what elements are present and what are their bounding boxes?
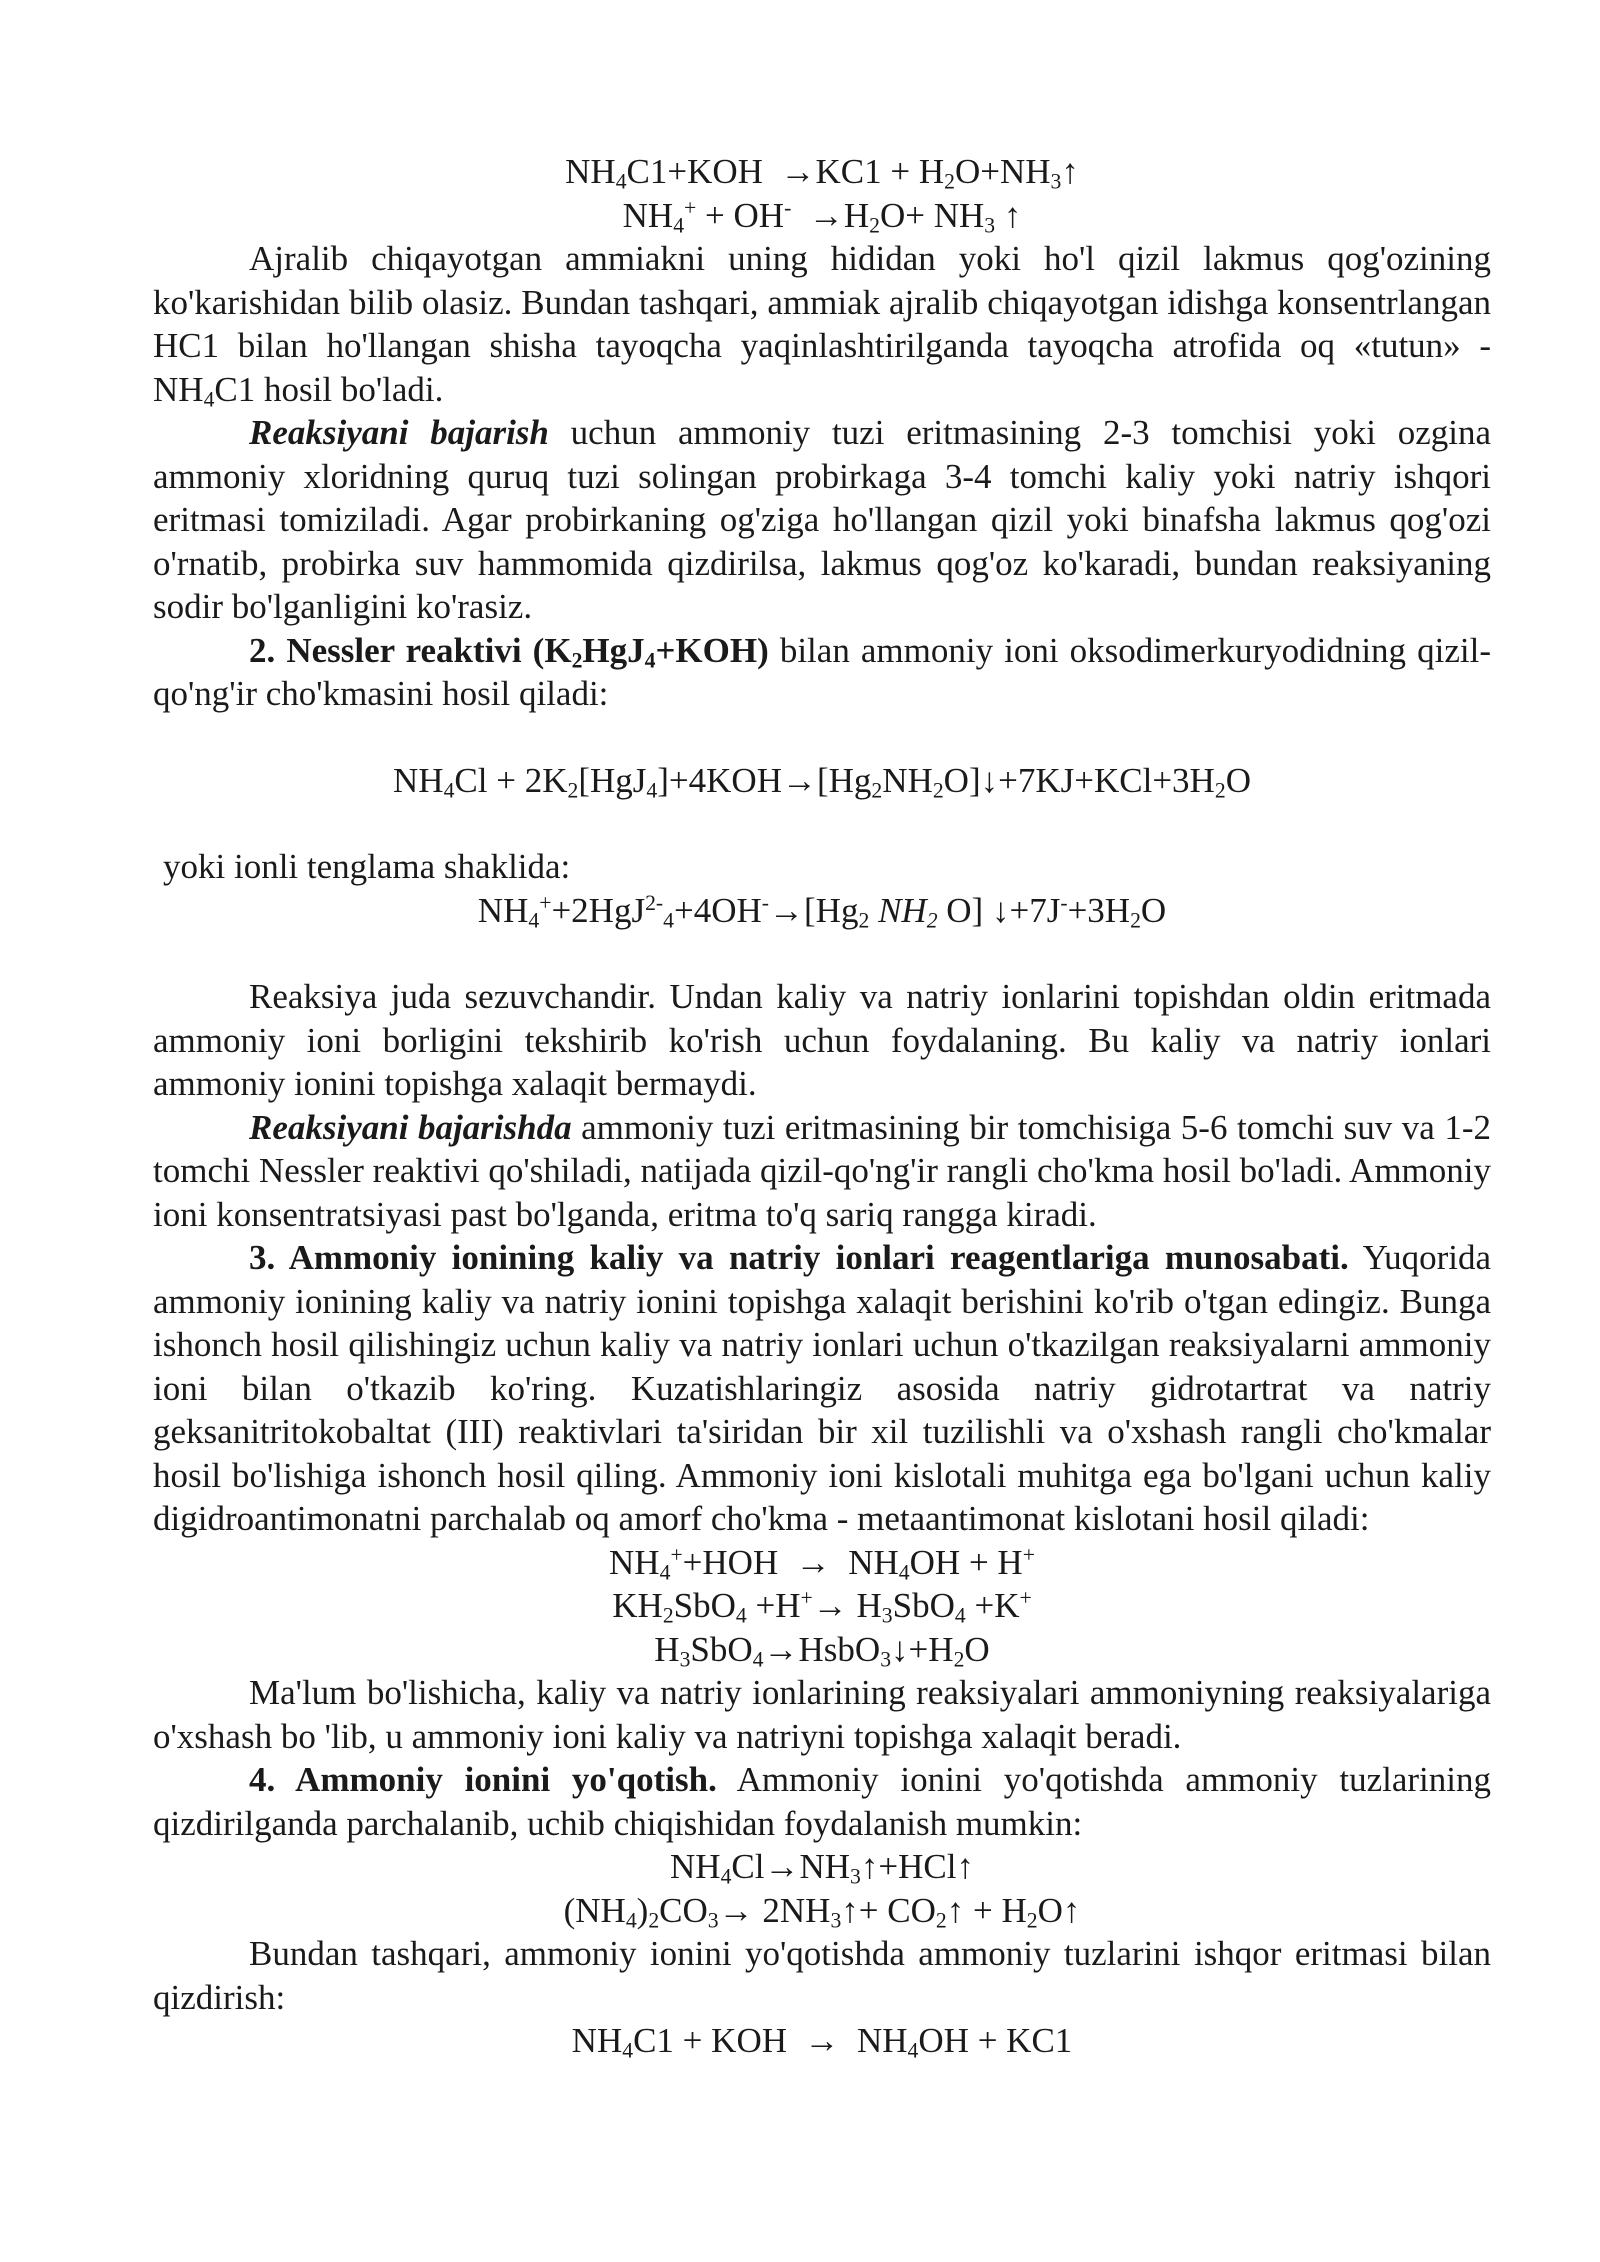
paragraph-6-lead: Reaksiyani bajarishda (249, 1107, 572, 1147)
paragraph-5 (153, 975, 1491, 1106)
paragraph-4: yoki ionli tenglama shaklida: (163, 847, 571, 886)
equation-3: $NH_4Cl$ + $2K_2[HgJ_4]+4KOH\to[Hg_2NH_2O]↓+7KJ+KCl+3H_2O$ (393, 760, 1251, 802)
spacer (153, 802, 1491, 845)
paragraph-3-text: bilan ammoniy ioni oksodimerkuryodidning qizil-qo'ng'ir cho'kmasini hosil qiladi: (153, 630, 1491, 713)
paragraph-6-text: ammoniy tuzi eritmasining bir tomchisiga 5-6 tomchi suv va 1-2 tomchi Nessler reaktivi qo'shiladi, natijada qizil-qo'ng'ir rangli cho'kma hosil bo'ladi. Ammoniy ioni konsentratsiyasi past bo'lganda, eritma to'q sariq rangga kiradi. (153, 1107, 1492, 1234)
paragraph-2-lead: Reaksiyani bajarish (249, 413, 549, 452)
paragraph-6 (153, 1106, 1491, 1237)
spacer (153, 716, 1491, 759)
equation-5: $NH_4^++HOH \to NH_4OH + H^+$ (609, 1542, 1035, 1584)
paragraph-2 (153, 411, 1491, 629)
paragraph-2-text: uchun ammoniy tuzi eritmasining 2-3 tomchisi yoki ozgina ammoniy xloridning quruq tuzi solingan probirkaga 3-4 tomchi kaliy yoki natriy ishqori eritmasi tomiziladi. Agar probirkaning og'ziga ho'llangan qizil yoki binafsha lakmus qog'ozi o'rnatib, probirka suv hammomida qizdirilsa, lakmus qog'oz ko'karadi, bundan reaksiyaning sodir bo'lganligini ko'rasiz. (153, 413, 1492, 626)
equation-4: $NH_4^++2HgJ^{2-}_4+4OH^-\to[Hg_2$ $NH_2$ O] $↓+7J^-+3H_2O$ (477, 890, 1167, 932)
equation-1: $NH_4C1+KOH \to KC1$ + $H_2O+NH_3↑$ (565, 152, 1079, 194)
paragraph-9 (153, 1758, 1491, 1845)
equation-7: $H_3SbO_4\to HsbO_3↓+H_2O$ (654, 1629, 990, 1671)
paragraph-8-text: Ma'lum bo'lishicha, kaliy va natriy ionlarining reaksiyalari ammoniyning reaksiyalariga o'xshash bo 'lib, u ammoniy ioni kaliy va natriyni topishga xalaqit beradi. (153, 1673, 1491, 1756)
document-page (153, 150, 1491, 2063)
paragraph-7-text: Yuqorida ammoniy ionining kaliy va natriy ionini topishga xalaqit berishini ko'rib o'tgan edingiz. Bunga ishonch hosil qilishingiz uchun kaliy va natriy ionlari uchun o'tkazilgan reaksiyalarni ammoniy ioni bilan o'tkazib ko'ring. Kuzatishlaringiz asosida natriy gidrotartrat va natriy geksanitritokobaltat (III) reaktivlari ta'siridan bir xil tuzilishli va o'xshash rangli cho'kmalar hosil bo'lishiga ishonch hosil qiling. Ammoniy ioni kislotali muhitga ega bo'lgani uchun kaliy digidroantimonatni parchalab oq amorf cho'kma - metaantimonat kislotani hosil qiladi: (153, 1238, 1491, 1538)
equation-9: $(NH_4)_2CO_3\to$ $2NH_3↑+$ $CO_2↑$ + $H_2O↑$ (563, 1890, 1081, 1932)
paragraph-1-text: Ajralib chiqayotgan ammiakni uning hididan yoki ho'l qizil lakmus qog'ozining ko'karishidan bilib olasiz. Bundan tashqari, ammiak ajralib chiqayotgan idishga konsentrlangan HC1 bilan ho'llangan shisha tayoqcha yaqinlashtirilganda tayoqcha atrofida oq «tutun» - $NH_4C1$ hosil bo'ladi. (153, 239, 1491, 411)
paragraph-1 (153, 237, 1491, 411)
paragraph-9-text: Ammoniy ionini yo'qotishda ammoniy tuzlarining qizdirilganda parchalanib, uchib chiqishidan foydalanish mumkin: (153, 1760, 1491, 1843)
paragraph-5-text: Reaksiya juda sezuvchandir. Undan kaliy va natriy ionlarini topishdan oldin eritmada ammoniy ioni borligini tekshirib ko'rish uchun foydalaning. Bu kaliy va natriy ionlari ammoniy ionini topishga xalaqit bermaydi. (153, 977, 1491, 1103)
equation-6: $KH_2SbO_4 +H^+\to H_3SbO_4 +K^+$ (612, 1586, 1032, 1628)
paragraph-3 (153, 629, 1491, 716)
paragraph-3-lead: 2. Nessler reaktivi $(K_2HgJ_4+KOH)$ (249, 630, 769, 672)
equation-2: $NH_4^+ + OH^- \to H_2O+ NH_3$ ↑ (622, 195, 1022, 237)
paragraph-9-lead: 4. Ammoniy ionini yo'qotish. (249, 1760, 717, 1799)
paragraph-7 (153, 1236, 1491, 1541)
spacer (153, 932, 1491, 975)
paragraph-10 (153, 1932, 1491, 2019)
paragraph-7-lead: 3. Ammoniy ionining kaliy va natriy ionlari reagentlariga munosabati. (249, 1238, 1349, 1277)
equation-10: $NH_4C1$ + KOH → $NH_4OH + KC1$ (571, 2021, 1073, 2063)
equation-8: $NH_4Cl\to NH_3↑+HCl↑$ (670, 1847, 974, 1889)
paragraph-10-text: Bundan tashqari, ammoniy ionini yo'qotishda ammoniy tuzlarini ishqor eritmasi bilan qizdirish: (153, 1934, 1491, 2017)
paragraph-8 (153, 1671, 1491, 1758)
